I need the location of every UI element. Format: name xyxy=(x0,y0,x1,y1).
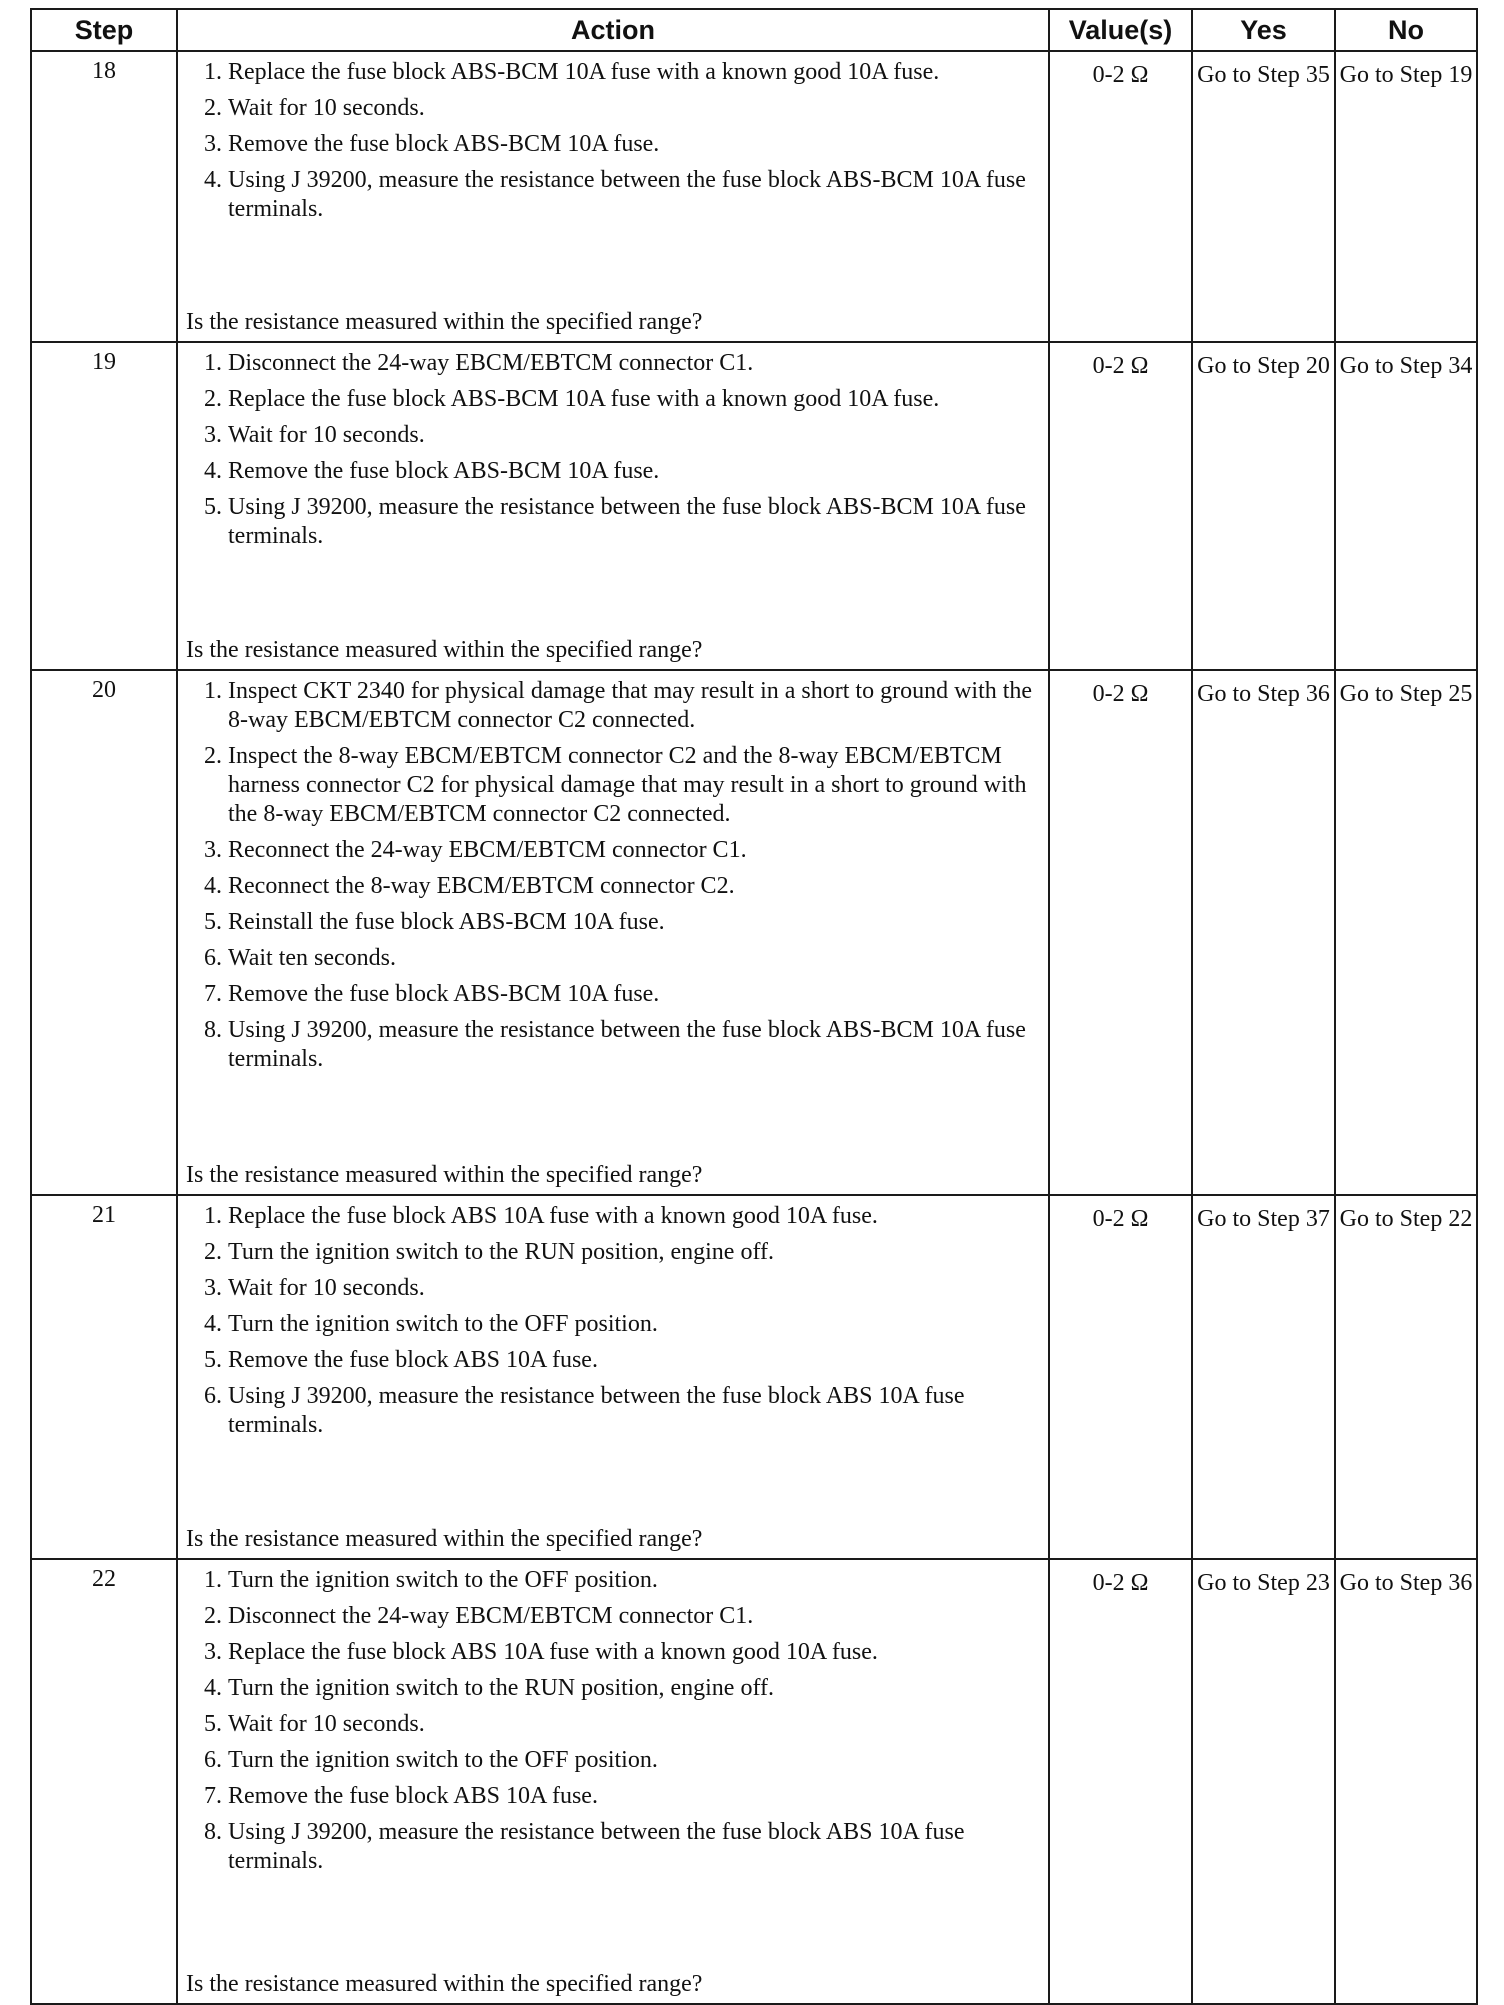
action-item: 3. Wait for 10 seconds. xyxy=(204,422,425,448)
action-item: 6. Wait ten seconds. xyxy=(204,945,397,971)
action-cell xyxy=(177,342,1049,670)
action-item: 7. Remove the fuse block ABS 10A fuse. xyxy=(204,1783,598,1809)
action-list xyxy=(192,349,1038,551)
value-cell: 0-2 Ω xyxy=(1049,342,1192,670)
action-item: 6. Using J 39200, measure the resistance between the fuse block ABS 10A fuse terminals. xyxy=(204,1383,965,1438)
action-item: 1. Disconnect the 24-way EBCM/EBTCM connector C1. xyxy=(204,350,754,376)
diagnostic-table xyxy=(30,8,1478,2005)
action-item: 2. Wait for 10 seconds. xyxy=(204,95,425,121)
action-item: 3. Wait for 10 seconds. xyxy=(204,1275,425,1301)
action-item: 2. Turn the ignition switch to the RUN position, engine off. xyxy=(204,1239,774,1265)
no-cell: Go to Step 36 xyxy=(1335,1559,1477,2004)
action-cell xyxy=(177,1559,1049,2004)
question-text: Is the resistance measured within the specified range? xyxy=(186,1971,703,1997)
value-cell: 0-2 Ω xyxy=(1049,1559,1192,2004)
header-yes: Yes xyxy=(1192,9,1335,51)
yes-cell: Go to Step 20 xyxy=(1192,342,1335,670)
table-row-step-22 xyxy=(31,1559,1477,2004)
action-item: 8. Using J 39200, measure the resistance between the fuse block ABS-BCM 10A fuse terminals. xyxy=(204,1017,1026,1072)
action-item: 5. Wait for 10 seconds. xyxy=(204,1711,425,1737)
action-cell xyxy=(177,51,1049,342)
header-values: Value(s) xyxy=(1049,9,1192,51)
yes-cell: Go to Step 37 xyxy=(1192,1195,1335,1559)
action-item: 4. Using J 39200, measure the resistance between the fuse block ABS-BCM 10A fuse terminals. xyxy=(204,167,1026,222)
header-action: Action xyxy=(177,9,1049,51)
action-list xyxy=(192,1202,1038,1440)
action-item: 8. Using J 39200, measure the resistance between the fuse block ABS 10A fuse terminals. xyxy=(204,1819,965,1874)
action-list xyxy=(192,58,1038,224)
action-item: 3. Remove the fuse block ABS-BCM 10A fuse. xyxy=(204,131,660,157)
action-item: 4. Remove the fuse block ABS-BCM 10A fuse. xyxy=(204,458,660,484)
action-item: 1. Replace the fuse block ABS-BCM 10A fuse with a known good 10A fuse. xyxy=(204,59,940,85)
yes-cell: Go to Step 35 xyxy=(1192,51,1335,342)
no-cell: Go to Step 25 xyxy=(1335,670,1477,1195)
action-item: 5. Using J 39200, measure the resistance between the fuse block ABS-BCM 10A fuse terminals. xyxy=(204,494,1026,549)
action-cell xyxy=(177,1195,1049,1559)
yes-cell: Go to Step 23 xyxy=(1192,1559,1335,2004)
table-row-step-19 xyxy=(31,342,1477,670)
action-item: 4. Reconnect the 8-way EBCM/EBTCM connector C2. xyxy=(204,873,735,899)
step-number: 22 xyxy=(31,1559,177,2004)
question-text: Is the resistance measured within the specified range? xyxy=(186,637,703,663)
action-item: 6. Turn the ignition switch to the OFF position. xyxy=(204,1747,658,1773)
table-row-step-20 xyxy=(31,670,1477,1195)
step-number: 21 xyxy=(31,1195,177,1559)
action-item: 3. Replace the fuse block ABS 10A fuse with a known good 10A fuse. xyxy=(204,1639,878,1665)
no-cell: Go to Step 34 xyxy=(1335,342,1477,670)
action-item: 1. Replace the fuse block ABS 10A fuse with a known good 10A fuse. xyxy=(204,1203,878,1229)
yes-cell: Go to Step 36 xyxy=(1192,670,1335,1195)
question-text: Is the resistance measured within the specified range? xyxy=(186,309,703,335)
step-number: 20 xyxy=(31,670,177,1195)
action-list xyxy=(192,1566,1038,1876)
action-item: 5. Reinstall the fuse block ABS-BCM 10A fuse. xyxy=(204,909,665,935)
action-item: 2. Replace the fuse block ABS-BCM 10A fuse with a known good 10A fuse. xyxy=(204,386,940,412)
action-item: 1. Turn the ignition switch to the OFF position. xyxy=(204,1567,658,1593)
header-step: Step xyxy=(31,9,177,51)
action-item: 4. Turn the ignition switch to the RUN position, engine off. xyxy=(204,1675,774,1701)
table-row-step-21 xyxy=(31,1195,1477,1559)
step-number: 18 xyxy=(31,51,177,342)
table-row-step-18 xyxy=(31,51,1477,342)
action-item: 5. Remove the fuse block ABS 10A fuse. xyxy=(204,1347,598,1373)
no-cell: Go to Step 22 xyxy=(1335,1195,1477,1559)
value-cell: 0-2 Ω xyxy=(1049,670,1192,1195)
action-item: 2. Inspect the 8-way EBCM/EBTCM connector C2 and the 8-way EBCM/EBTCM harness connector C2 for physical damage that may result in a short to ground with the 8-way EBCM/EBTCM connector C2 connected. xyxy=(204,743,1027,827)
question-text: Is the resistance measured within the specified range? xyxy=(186,1526,703,1552)
question-text: Is the resistance measured within the specified range? xyxy=(186,1162,703,1188)
action-list xyxy=(192,677,1038,1074)
header-no: No xyxy=(1335,9,1477,51)
value-cell: 0-2 Ω xyxy=(1049,1195,1192,1559)
action-item: 4. Turn the ignition switch to the OFF position. xyxy=(204,1311,658,1337)
action-item: 2. Disconnect the 24-way EBCM/EBTCM connector C1. xyxy=(204,1603,754,1629)
action-item: 7. Remove the fuse block ABS-BCM 10A fuse. xyxy=(204,981,660,1007)
action-cell xyxy=(177,670,1049,1195)
no-cell: Go to Step 19 xyxy=(1335,51,1477,342)
step-number: 19 xyxy=(31,342,177,670)
header-row xyxy=(31,9,1477,51)
action-item: 1. Inspect CKT 2340 for physical damage that may result in a short to ground with the 8-way EBCM/EBTCM connector C2 connected. xyxy=(204,678,1033,733)
action-item: 3. Reconnect the 24-way EBCM/EBTCM connector C1. xyxy=(204,837,747,863)
value-cell: 0-2 Ω xyxy=(1049,51,1192,342)
